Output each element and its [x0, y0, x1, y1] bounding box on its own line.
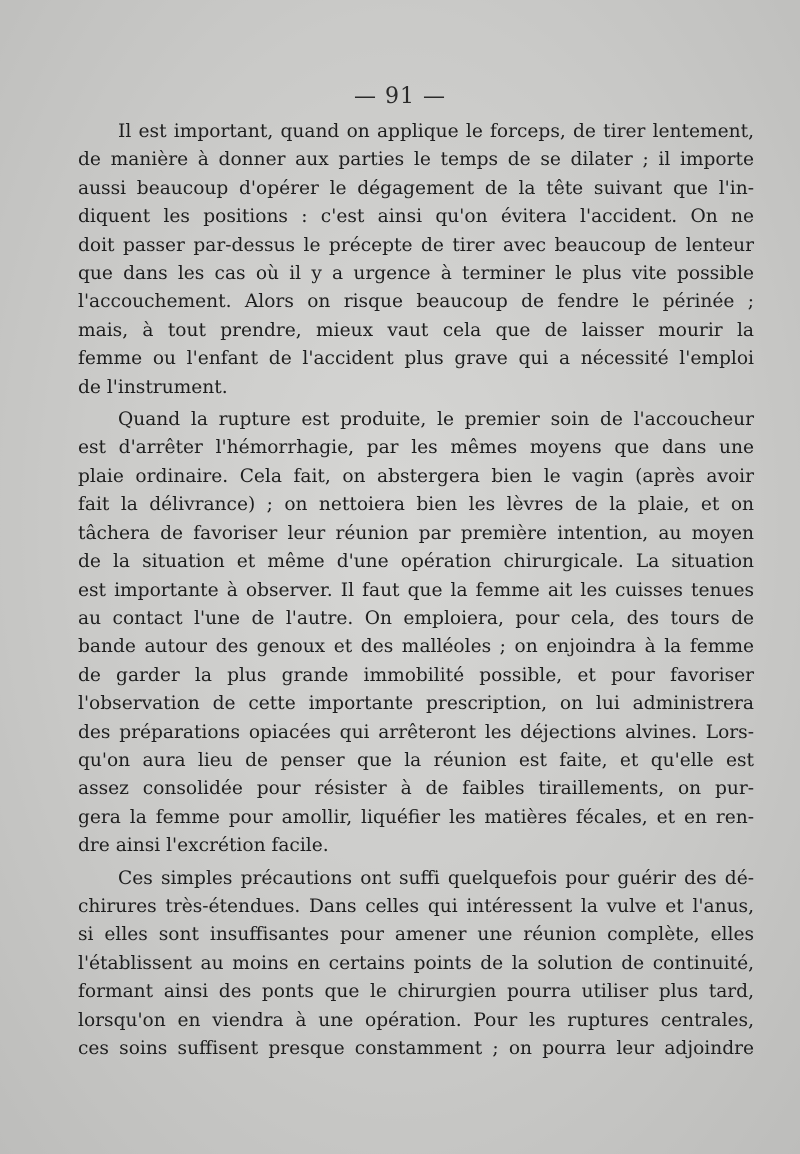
text-line: Quand la rupture est produite, le premier soin de l'accoucheur — [118, 409, 754, 431]
text-line: lorsqu'on en viendra à une opération. Pour les ruptures centrales, — [78, 1009, 754, 1031]
text-line: plaie ordinaire. Cela fait, on abstergera bien le vagin (après avoir — [78, 465, 754, 487]
text-line: formant ainsi des ponts que le chirurgien pourra utiliser plus tard, — [78, 981, 754, 1003]
text-line: l'accouchement. Alors on risque beaucoup de fendre le périnée ; — [78, 291, 754, 313]
text-line: mais, à tout prendre, mieux vaut cela que de laisser mourir la — [78, 319, 754, 341]
text-line: est importante à observer. Il faut que la femme ait les cuisses tenues — [78, 579, 754, 601]
text-line: des préparations opiacées qui arrêteront les déjections alvines. Lors- — [78, 721, 754, 743]
text-line: est d'arrêter l'hémorrhagie, par les mêmes moyens que dans une — [78, 437, 754, 459]
text-line: au contact l'une de l'autre. On emploiera, pour cela, des tours de — [78, 607, 754, 629]
text-line: que dans les cas où il y a urgence à terminer le plus vite possible — [78, 263, 754, 285]
paragraph-3 — [78, 865, 754, 1064]
text-line: de la situation et même d'une opération chirurgicale. La situation — [78, 551, 754, 573]
text-line: Ces simples précautions ont suffi quelquefois pour guérir des dé- — [118, 867, 754, 889]
text-line: assez consolidée pour résister à de faibles tiraillements, on pur- — [78, 778, 754, 800]
text-line: de l'instrument. — [78, 376, 228, 398]
paragraph-2 — [78, 406, 754, 861]
body-text — [78, 118, 754, 1063]
text-line: qu'on aura lieu de penser que la réunion est faite, et qu'elle est — [78, 749, 754, 771]
text-line: aussi beaucoup d'opérer le dégagement de la tête suivant que l'in- — [78, 177, 754, 199]
text-line: l'établissent au moins en certains points de la solution de continuité, — [78, 952, 754, 974]
text-line: l'observation de cette importante prescription, on lui administrera — [78, 693, 754, 715]
text-line: si elles sont insuffisantes pour amener une réunion complète, elles — [78, 924, 754, 946]
text-line: fait la délivrance) ; on nettoiera bien les lèvres de la plaie, et on — [78, 494, 754, 516]
text-line: chirures très-étendues. Dans celles qui intéressent la vulve et l'anus, — [78, 895, 754, 917]
text-line: diquent les positions : c'est ainsi qu'on évitera l'accident. On ne — [78, 206, 754, 228]
text-line: ces soins suffisent presque constamment ; on pourra leur adjoindre — [78, 1038, 754, 1059]
paragraph-1 — [78, 118, 754, 402]
text-line: bande autour des genoux et des malléoles ; on enjoindra à la femme — [78, 636, 754, 658]
text-line: tâchera de favoriser leur réunion par première intention, au moyen — [78, 522, 754, 544]
page-number: — 91 — — [354, 84, 446, 109]
text-line: dre ainsi l'excrétion facile. — [78, 835, 329, 857]
text-line: de garder la plus grande immobilité possible, et pour favoriser — [78, 664, 754, 686]
text-line: de manière à donner aux parties le temps de se dilater ; il importe — [78, 149, 754, 171]
text-line: doit passer par-dessus le précepte de tirer avec beaucoup de lenteur — [78, 234, 754, 256]
text-line: Il est important, quand on applique le forceps, de tirer lentement, — [118, 121, 754, 142]
text-line: femme ou l'enfant de l'accident plus grave qui a nécessité l'emploi — [78, 348, 754, 370]
text-line: gera la femme pour amollir, liquéfier les matières fécales, et en ren- — [78, 806, 754, 828]
